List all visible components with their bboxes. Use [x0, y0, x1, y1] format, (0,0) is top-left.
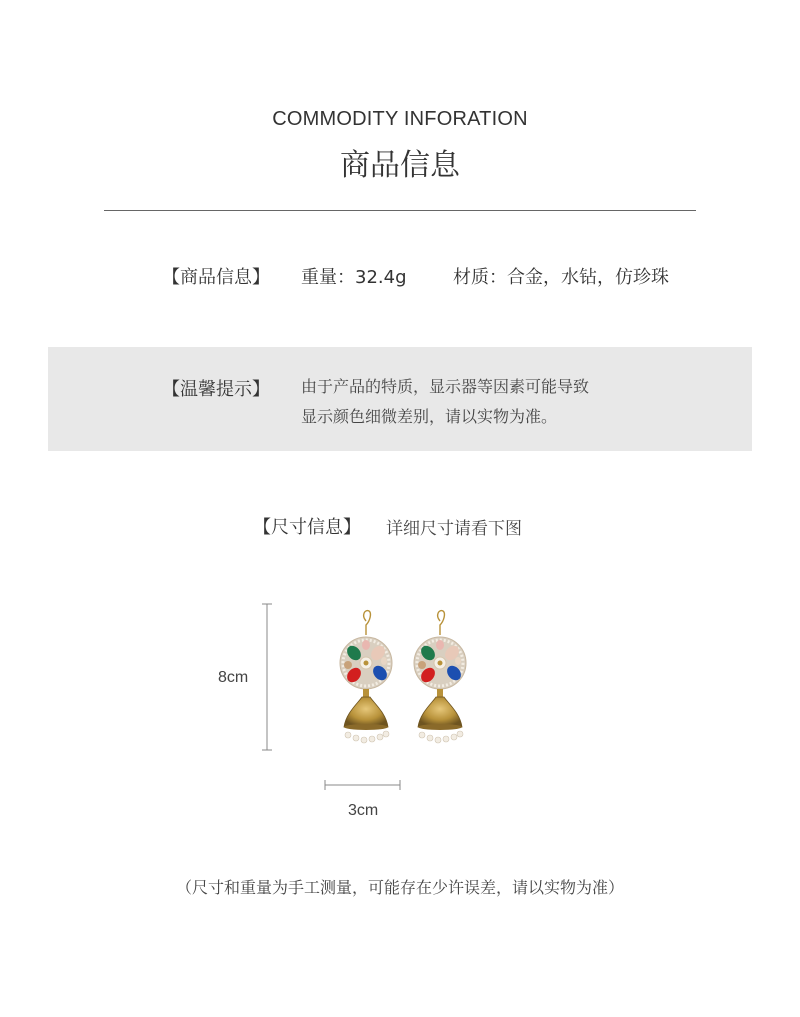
size-info-hint: 详细尺寸请看下图	[386, 519, 522, 539]
tips-line-1: 由于产品的特质，显示器等因素可能导致	[301, 377, 590, 396]
tips-label: 【温馨提示】	[162, 379, 270, 400]
tips-line-2: 显示颜色细微差别，请以实物为准。	[301, 407, 558, 426]
height-label: 8cm	[218, 669, 249, 686]
measurement-note: （尺寸和重量为手工测量，可能存在少许误差，请以实物为准）	[175, 878, 624, 897]
product-weight: 重量：32.4g	[301, 267, 407, 288]
product-material: 材质：合金，水钻，仿珍珠	[453, 267, 669, 288]
width-dimension-line	[322, 778, 404, 792]
size-info-label: 【尺寸信息】	[253, 517, 361, 538]
earrings-image	[330, 605, 480, 750]
title-chinese: 商品信息	[340, 148, 460, 183]
header-divider	[104, 210, 696, 211]
title-english: COMMODITY INFORATION	[272, 108, 528, 130]
height-dimension-line	[258, 600, 278, 756]
width-label: 3cm	[348, 802, 379, 819]
product-info-label: 【商品信息】	[162, 267, 270, 288]
